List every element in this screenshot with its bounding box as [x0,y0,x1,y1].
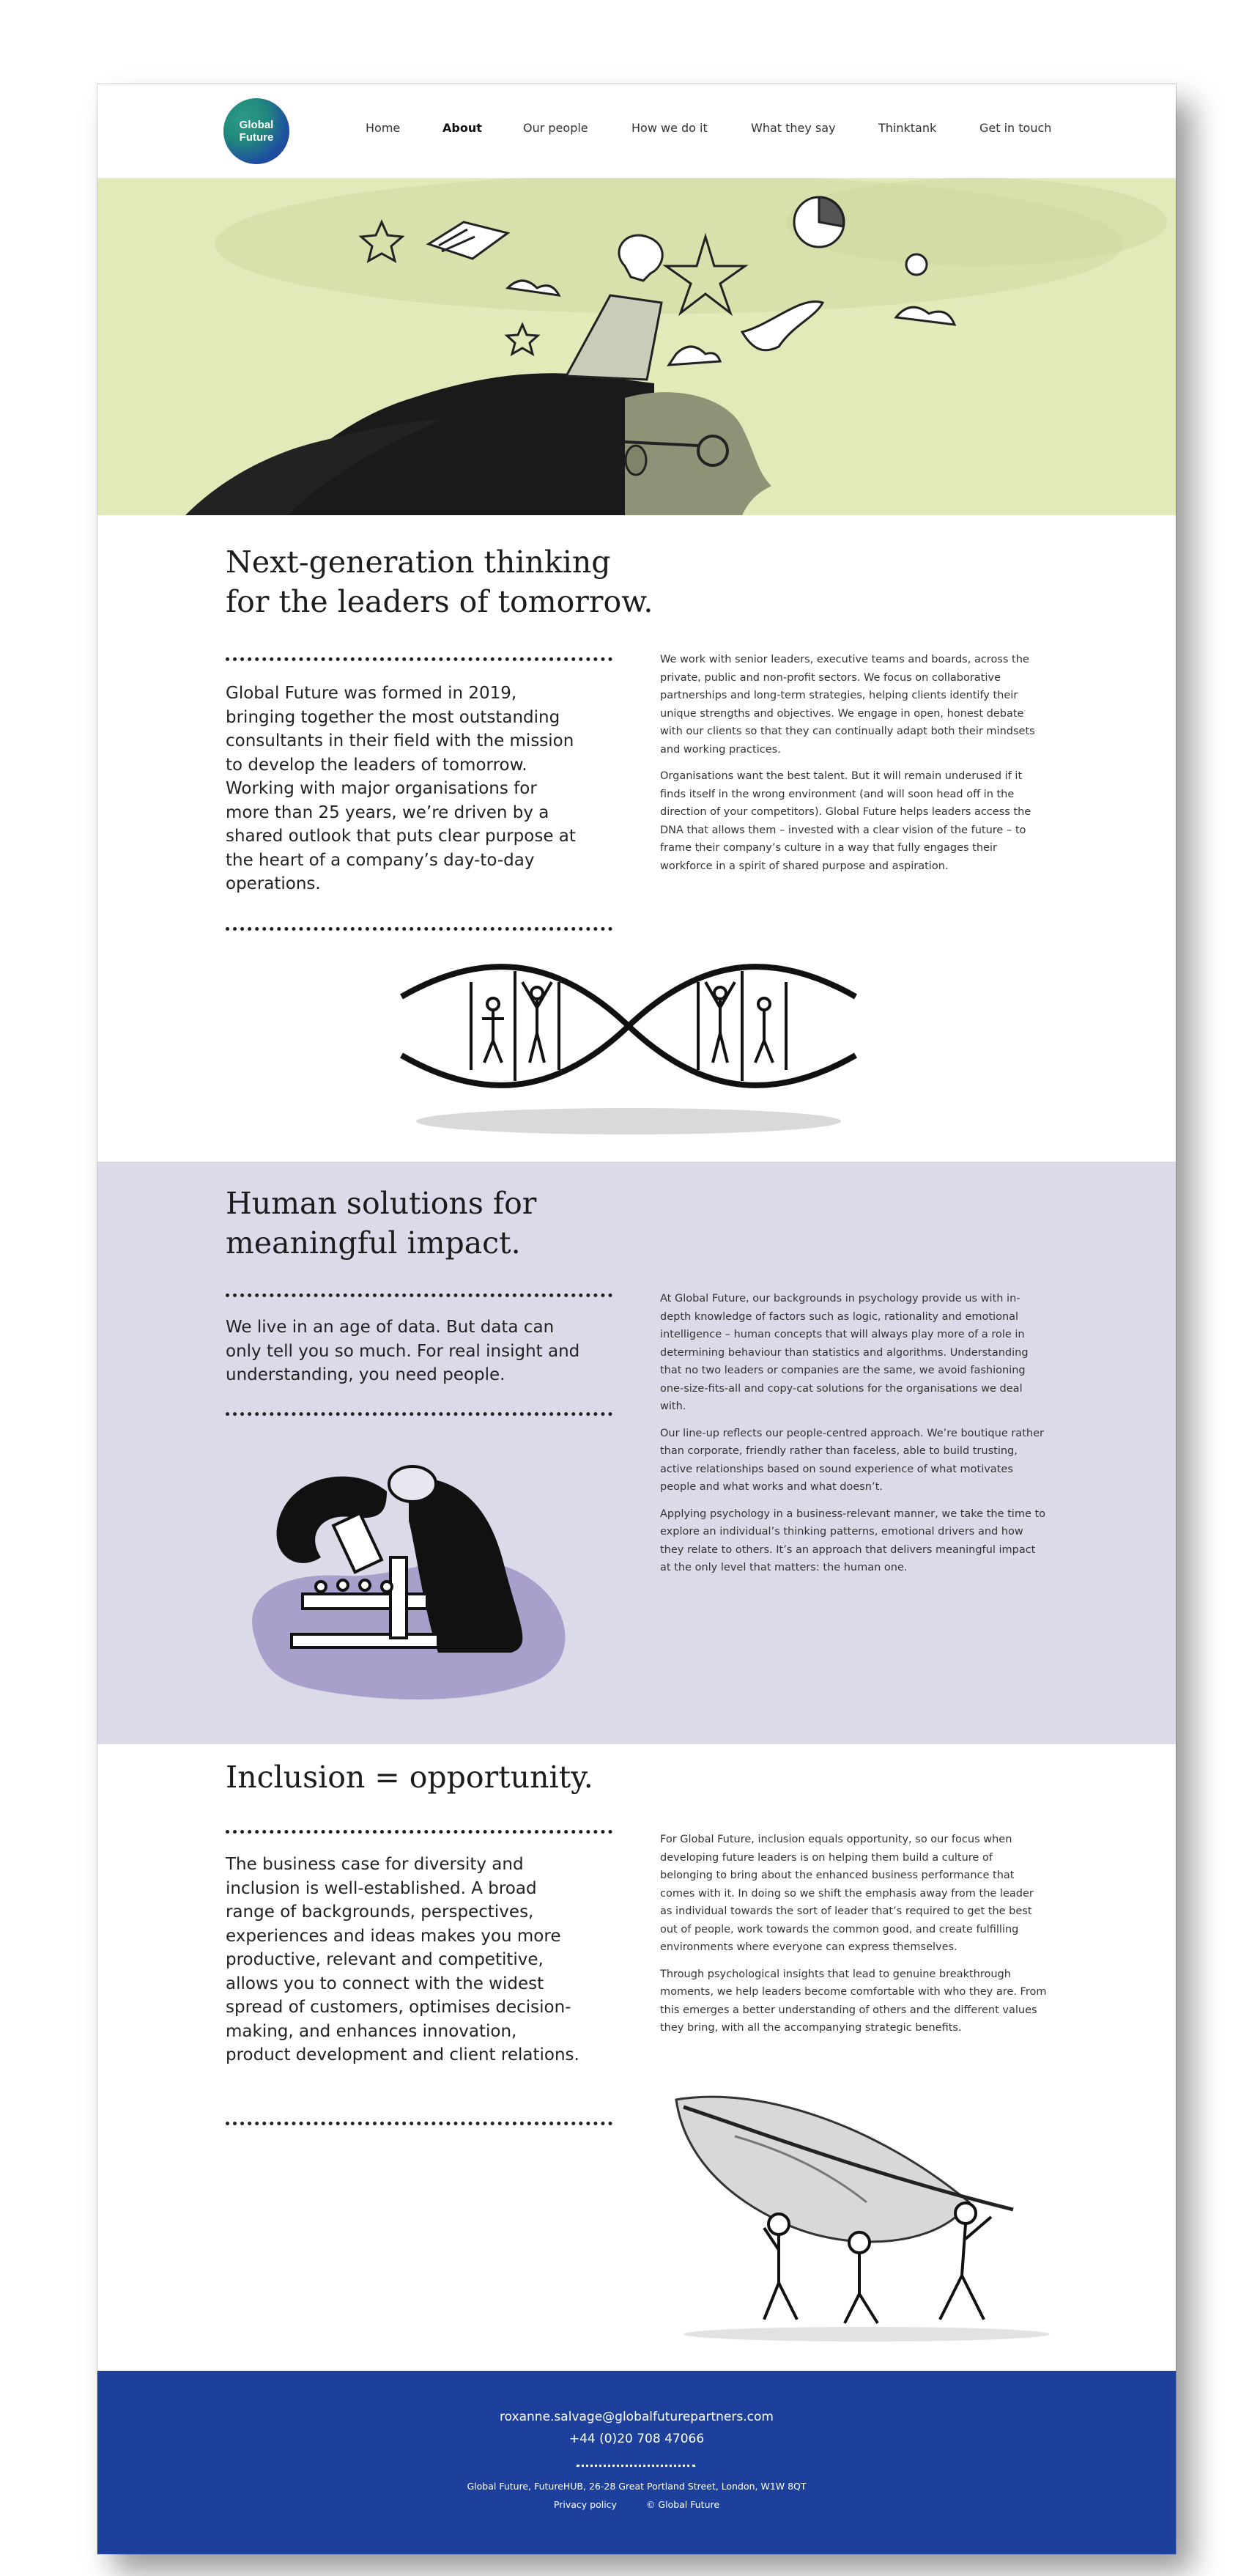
nav-our-people[interactable]: Our people [523,121,588,135]
nav-home[interactable]: Home [366,121,401,135]
dotted-divider [226,1412,612,1416]
section1-lead: Global Future was formed in 2019, bringing together the most outstanding consultants in their field with the mission to develop the leaders of tomorrow. Working with major organisations for more than 25 years, we’re driven by a shared outlook that puts clear purpose at the heart of a company’s day-to-day operations. [226,684,576,893]
logo-line1: Global [239,119,274,131]
section2-title [226,1184,536,1263]
section3-body [660,1831,1048,2046]
section1-body [660,651,1048,884]
site-footer [97,2371,1176,2554]
nav-thinktank[interactable]: Thinktank [878,121,937,135]
copyright-text: © Global Future [645,2499,720,2510]
webpage [97,84,1176,2554]
dotted-divider [226,657,612,661]
nav-get-in-touch[interactable]: Get in touch [979,121,1052,135]
section1-paragraph: Organisations want the best talent. But it will remain underused if it finds itself in the wrong environment (and will soon head off in the direction of your competitors). Global Future helps leaders access the DNA that allows them – invested with a clear vision of the future – to frame their company’s culture in a way that fully engages their workforce in a spirit of shared purpose and aspiration. [660,770,1031,872]
section3-paragraph: Through psychological insights that lead to genuine breakthrough moments, we help leaders become comfortable with who they are. From this emerges a better understanding of others and the different values they bring, with all the accompanying strategic benefits. [660,1968,1047,2034]
section1-title-line2: for the leaders of tomorrow. [226,584,653,619]
contact-phone-link[interactable]: +44 (0)20 708 47066 [568,2432,705,2446]
woman-head-ideas-illustration [97,178,1176,515]
section2-title-line1: Human solutions for [226,1186,537,1221]
nav-how-we-do-it[interactable]: How we do it [631,121,708,135]
nav-what-they-say[interactable]: What they say [751,121,836,135]
section2-paragraph: Our line-up reflects our people-centred approach. We’re boutique rather than corporate, friendly rather than faceless, able to build trusting, active relationships based on sound experience of what motivates people and what works and what doesn’t. [660,1427,1044,1493]
dotted-divider [226,1293,612,1297]
footer-dotted-divider [577,2465,695,2467]
main-nav [97,121,1176,143]
section1-title-line1: Next-generation thinking [226,545,611,580]
dotted-divider [226,927,612,931]
section1-paragraph: We work with senior leaders, executive teams and boards, across the private, public and non-profit sectors. We focus on collaborative partnerships and long-term strategies, helping clients identify their unique strengths and objectives. We engage in open, honest debate with our clients so that they can continually adapt both their mindsets and working practices. [660,654,1035,756]
dotted-divider [226,2122,612,2125]
section3-paragraph: For Global Future, inclusion equals opportunity, so our focus when developing future leaders is on helping them build a culture of belonging to bring about the enhanced business performance that comes with it. In doing so we shift the emphasis away from the leader as individual towards the sort of leader that’s required to get the best out of people, work towards the common good, and create fulfilling environments where everyone can express themselves. [660,1834,1034,1953]
section3-lead: The business case for diversity and inclusion is well-established. A broad range of backgrounds, perspectives, experiences and ideas makes you more productive, relevant and competitive, allows you to connect with the widest spread of customers, optimises decision-making, and enhances innovation, product development and client relations. [226,1855,579,2064]
dna-people-illustration [390,953,867,1136]
footer-links [97,2499,1176,2510]
footer-address: Global Future, FutureHUB, 26-28 Great Portland Street, London, W1W 8QT [467,2481,807,2492]
section2-title-line2: meaningful impact. [226,1225,521,1261]
microscope-person-illustration [240,1447,592,1704]
section2-paragraph: Applying psychology in a business-relevant manner, we take the time to explore an individual’s thinking patterns, emotional drivers and how they relate to others. It’s an approach that delivers meaningful impact at the only level that matters: the human one. [660,1507,1046,1573]
site-header [97,84,1176,178]
privacy-policy-link[interactable]: Privacy policy [553,2499,617,2510]
hero-banner [97,178,1176,515]
logo-line2: Future [239,131,274,144]
section2-paragraph: At Global Future, our backgrounds in psychology provide us with in-depth knowledge of factors such as logic, rationality and emotional intelligence – human concepts that will always play more of a role in determining behaviour than statistics and algorithms. Understanding that no two leaders or companies are the same, we avoid fashioning one-size-fits-all and copy-cat solutions for the organisations we deal with. [660,1293,1029,1412]
people-carrying-leaf-illustration [662,2085,1072,2349]
section1-title [226,542,653,621]
section2-lead: We live in an age of data. But data can only tell you so much. For real insight and understanding, you need people. [226,1318,580,1384]
contact-email-link[interactable]: roxanne.salvage@globalfuturepartners.com [500,2410,774,2424]
nav-about[interactable]: About [442,121,482,135]
dotted-divider [226,1830,612,1834]
section3-title: Inclusion = opportunity. [226,1760,593,1795]
section2-body [660,1290,1048,1586]
